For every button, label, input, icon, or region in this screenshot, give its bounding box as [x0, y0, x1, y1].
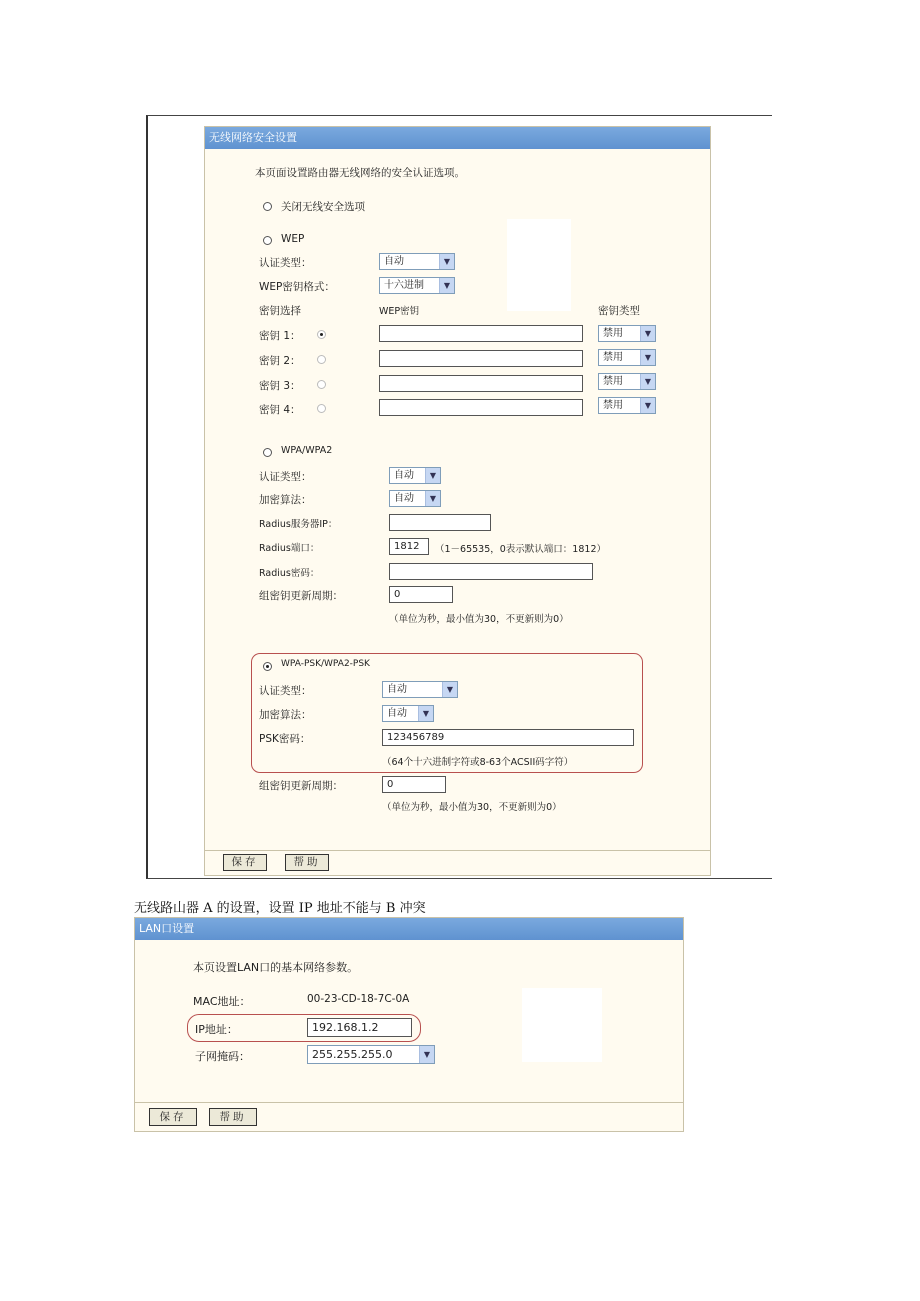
radius-port-input[interactable]: 1812 — [389, 538, 429, 555]
chevron-down-icon: ▼ — [640, 326, 655, 341]
key-2-radio[interactable] — [317, 355, 326, 364]
wpa-encryption-value: 自动 — [394, 493, 414, 504]
lan-panel-title: LAN口设置 — [135, 918, 683, 940]
subnet-mask-select[interactable] — [307, 1045, 435, 1064]
psk-password-label: PSK密码： — [259, 733, 311, 745]
psk-password-input[interactable]: 123456789 — [382, 729, 634, 746]
ip-input[interactable]: 192.168.1.2 — [307, 1018, 412, 1037]
chevron-down-icon: ▼ — [640, 398, 655, 413]
wep-key-format-value: 十六进制 — [384, 280, 424, 291]
key-3-type-select[interactable] — [598, 373, 656, 390]
save-button[interactable]: 保存 — [223, 854, 267, 871]
chevron-down-icon: ▼ — [425, 491, 440, 506]
psk-auth-type-value: 自动 — [387, 684, 407, 695]
wireless-security-panel — [204, 126, 711, 876]
psk-encryption-select[interactable] — [382, 705, 434, 722]
lan-settings-panel — [134, 917, 684, 1132]
wep-key-3-input[interactable] — [379, 375, 583, 392]
radius-port-hint: （1－65535，0表示默认端口：1812） — [435, 544, 606, 555]
key-2-type-select[interactable] — [598, 349, 656, 366]
panel-title: 无线网络安全设置 — [205, 127, 710, 149]
psk-group-key-input[interactable]: 0 — [382, 776, 446, 793]
panel-footer — [205, 850, 710, 875]
radio-security-off[interactable] — [263, 202, 272, 211]
wpa-group-key-hint: （单位为秒，最小值为30，不更新则为0） — [389, 614, 569, 625]
mac-label: MAC地址： — [193, 995, 251, 1008]
ip-label: IP地址： — [195, 1023, 238, 1036]
lan-intro-text: 本页设置LAN口的基本网络参数。 — [193, 961, 359, 974]
chevron-down-icon: ▼ — [418, 706, 433, 721]
lan-save-button[interactable]: 保存 — [149, 1108, 197, 1126]
wpa-group-key-input[interactable]: 0 — [389, 586, 453, 603]
wpa-auth-type-label: 认证类型： — [259, 471, 312, 483]
key-2-label: 密钥 2： — [259, 355, 301, 367]
chevron-down-icon: ▼ — [439, 254, 454, 269]
mac-value: 00-23-CD-18-7C-0A — [307, 993, 410, 1005]
help-button[interactable]: 帮助 — [285, 854, 329, 871]
radius-port-label: Radius端口： — [259, 543, 320, 554]
lan-panel-footer — [135, 1102, 683, 1131]
key-4-label: 密钥 4： — [259, 404, 301, 416]
wpa-encryption-select[interactable] — [389, 490, 441, 507]
psk-group-key-hint: （单位为秒，最小值为30，不更新则为0） — [382, 802, 562, 813]
psk-auth-type-label: 认证类型： — [259, 685, 312, 697]
chevron-down-icon: ▼ — [425, 468, 440, 483]
radio-wep[interactable] — [263, 236, 272, 245]
chevron-down-icon: ▼ — [419, 1046, 434, 1063]
radius-ip-input[interactable] — [389, 514, 491, 531]
key-2-type-value: 禁用 — [603, 352, 623, 363]
key-3-label: 密钥 3： — [259, 380, 301, 392]
psk-group-key-label: 组密钥更新周期： — [259, 780, 343, 792]
radio-wpa[interactable] — [263, 448, 272, 457]
wep-auth-type-label: 认证类型： — [259, 257, 312, 269]
key-4-type-select[interactable] — [598, 397, 656, 414]
psk-encryption-label: 加密算法： — [259, 709, 312, 721]
key-4-type-value: 禁用 — [603, 400, 623, 411]
key-1-label: 密钥 1： — [259, 330, 301, 342]
col-wep-key: WEP密钥 — [379, 306, 420, 317]
key-4-radio[interactable] — [317, 404, 326, 413]
chevron-down-icon: ▼ — [640, 350, 655, 365]
wep-key-4-input[interactable] — [379, 399, 583, 416]
wep-key-format-label: WEP密钥格式： — [259, 281, 335, 293]
radio-wpa-psk[interactable] — [263, 662, 272, 671]
key-1-type-select[interactable] — [598, 325, 656, 342]
off-option-label: 关闭无线安全选项 — [281, 201, 365, 213]
psk-encryption-value: 自动 — [387, 708, 407, 719]
blank-area — [522, 988, 602, 1062]
wpa-auth-type-select[interactable] — [389, 467, 441, 484]
wep-key-format-select[interactable] — [379, 277, 455, 294]
wpa-label: WPA/WPA2 — [281, 445, 333, 456]
wep-key-2-input[interactable] — [379, 350, 583, 367]
key-1-radio[interactable] — [317, 330, 326, 339]
wep-key-1-input[interactable] — [379, 325, 583, 342]
chevron-down-icon: ▼ — [439, 278, 454, 293]
col-key-type: 密钥类型 — [598, 305, 640, 317]
key-1-type-value: 禁用 — [603, 328, 623, 339]
col-key-select: 密钥选择 — [259, 305, 301, 317]
caption-text: 无线路山器 A 的设置，设置 IP 地址不能与 B 冲突 — [134, 901, 426, 916]
radius-pwd-input[interactable] — [389, 563, 593, 580]
radius-pwd-label: Radius密码： — [259, 568, 320, 579]
chevron-down-icon: ▼ — [640, 374, 655, 389]
intro-text: 本页面设置路由器无线网络的安全认证选项。 — [255, 167, 465, 179]
key-3-radio[interactable] — [317, 380, 326, 389]
wep-label: WEP — [281, 233, 305, 245]
chevron-down-icon: ▼ — [442, 682, 457, 697]
mask-label: 子网掩码： — [195, 1050, 250, 1063]
psk-section-label: WPA-PSK/WPA2-PSK — [281, 659, 370, 669]
mask-value: 255.255.255.0 — [312, 1048, 393, 1061]
blank-area — [507, 219, 571, 311]
psk-hint: （64个十六进制字符或8-63个ACSII码字符） — [382, 757, 574, 768]
lan-help-button[interactable]: 帮助 — [209, 1108, 257, 1126]
wpa-group-key-label: 组密钥更新周期： — [259, 590, 343, 602]
wpa-auth-type-value: 自动 — [394, 470, 414, 481]
wep-auth-type-select[interactable] — [379, 253, 455, 270]
psk-auth-type-select[interactable] — [382, 681, 458, 698]
wpa-encryption-label: 加密算法： — [259, 494, 312, 506]
key-3-type-value: 禁用 — [603, 376, 623, 387]
radius-ip-label: Radius服务器IP： — [259, 519, 338, 530]
wep-auth-type-value: 自动 — [384, 256, 404, 267]
